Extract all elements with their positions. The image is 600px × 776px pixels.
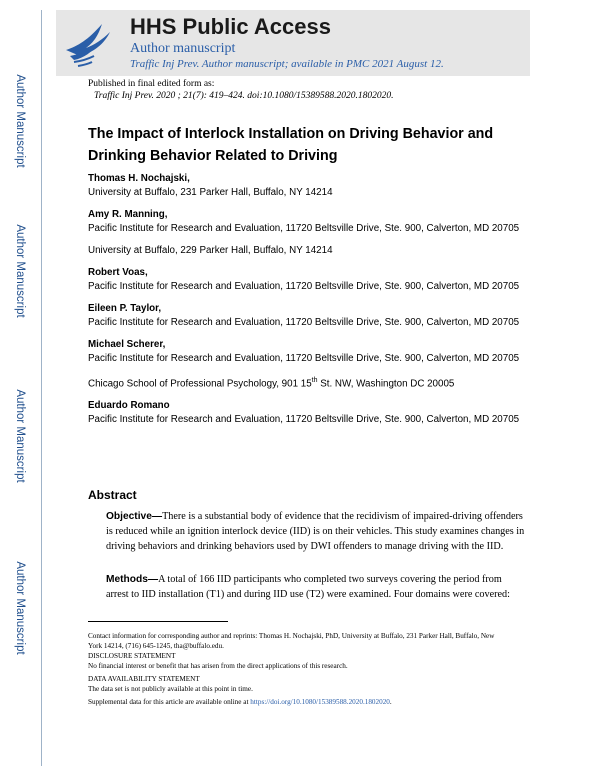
author-affiliation: University at Buffalo, 229 Parker Hall, Buffalo, NY 14214 [88, 245, 333, 256]
supplemental-link[interactable]: https://doi.org/10.1080/15389588.2020.1802020 [250, 698, 390, 706]
footnote-divider [88, 621, 228, 622]
publication-info [88, 78, 394, 102]
sidebar-divider [41, 10, 42, 766]
sidebar-label: Author Manuscript [14, 74, 26, 168]
author-name: Amy R. Manning, [88, 209, 168, 220]
footnote-disclosure-text: No financial interest or benefit that has arisen from the direct applications of this research. [88, 662, 348, 670]
abstract-heading: Abstract [88, 488, 137, 502]
publication-citation: Traffic Inj Prev. 2020 ; 21(7): 419–424. doi:10.1080/15389588.2020.1802020. [94, 91, 394, 101]
author-affiliation: Pacific Institute for Research and Evaluation, 11720 Beltsville Drive, Ste. 900, Calverton, MD 20705 [88, 281, 520, 292]
footnote-data-text: The data set is not publicly available at this point in time. [88, 685, 253, 693]
author-list [88, 172, 528, 427]
sidebar [0, 0, 40, 776]
publication-line: Published in final edited form as: [88, 79, 215, 89]
sidebar-label: Author Manuscript [14, 389, 26, 483]
author-affiliation: University at Buffalo, 231 Parker Hall, Buffalo, NY 14214 [88, 187, 333, 198]
banner-title: HHS Public Access [130, 14, 331, 39]
sidebar-label: Author Manuscript [14, 561, 26, 655]
banner-journal-line: Traffic Inj Prev. Author manuscript; available in PMC 2021 August 12. [130, 58, 444, 70]
sidebar-label: Author Manuscript [14, 224, 26, 318]
author-name: Robert Voas, [88, 267, 148, 278]
footnote-disclosure-heading: DISCLOSURE STATEMENT [88, 652, 176, 660]
footnotes [88, 631, 508, 707]
author-name: Thomas H. Nochajski, [88, 173, 190, 184]
author-name: Eduardo Romano [88, 400, 170, 412]
author-name: Michael Scherer, [88, 339, 166, 350]
abstract-methods: Methods—A total of 166 IID participants who completed two surveys covering the period from arrest to IID installation (T1) and during IID use (T2) were examined. Four domains were covered: [106, 574, 510, 600]
banner-subtitle: Author manuscript [130, 41, 236, 56]
footnote-contact: Contact information for corresponding author and reprints: Thomas H. Nochajski, PhD, University at Buffalo, 231 Parker Hall, Buffalo, New York 14214, (716) 645-1245, tha@buffalo.edu. [88, 632, 495, 650]
author-affiliation: Pacific Institute for Research and Evaluation, 11720 Beltsville Drive, Ste. 900, Calverton, MD 20705 [88, 317, 520, 328]
author-affiliation-chicago: Chicago School of Professional Psychology, 901 15th St. NW, Washington DC 20005 [88, 377, 455, 390]
article-title: The Impact of Interlock Installation on Driving Behavior and Drinking Behavior Related to Driving [88, 126, 494, 164]
hhs-eagle-logo-icon [58, 12, 120, 74]
author-affiliation: Pacific Institute for Research and Evaluation, 11720 Beltsville Drive, Ste. 900, Calverton, MD 20705 [88, 414, 520, 426]
author-affiliation: Pacific Institute for Research and Evaluation, 11720 Beltsville Drive, Ste. 900, Calverton, MD 20705 [88, 353, 520, 364]
abstract-objective: Objective—There is a substantial body of evidence that the recidivism of impaired-driving offenders is reduced while an ignition interlock device (IID) is on their vehicles. This study examines changes in driving behaviors and drinking behaviors used by DWI offenders to manage driving with the IID. [106, 511, 525, 552]
footnote-supplemental: Supplemental data for this article are available online at https://doi.org/10.1080/15389588.2020.1802020. [88, 698, 392, 706]
author-affiliation: Pacific Institute for Research and Evaluation, 11720 Beltsville Drive, Ste. 900, Calverton, MD 20705 [88, 223, 520, 234]
author-name: Eileen P. Taylor, [88, 303, 162, 314]
footnote-data-heading: DATA AVAILABILITY STATEMENT [88, 675, 200, 683]
